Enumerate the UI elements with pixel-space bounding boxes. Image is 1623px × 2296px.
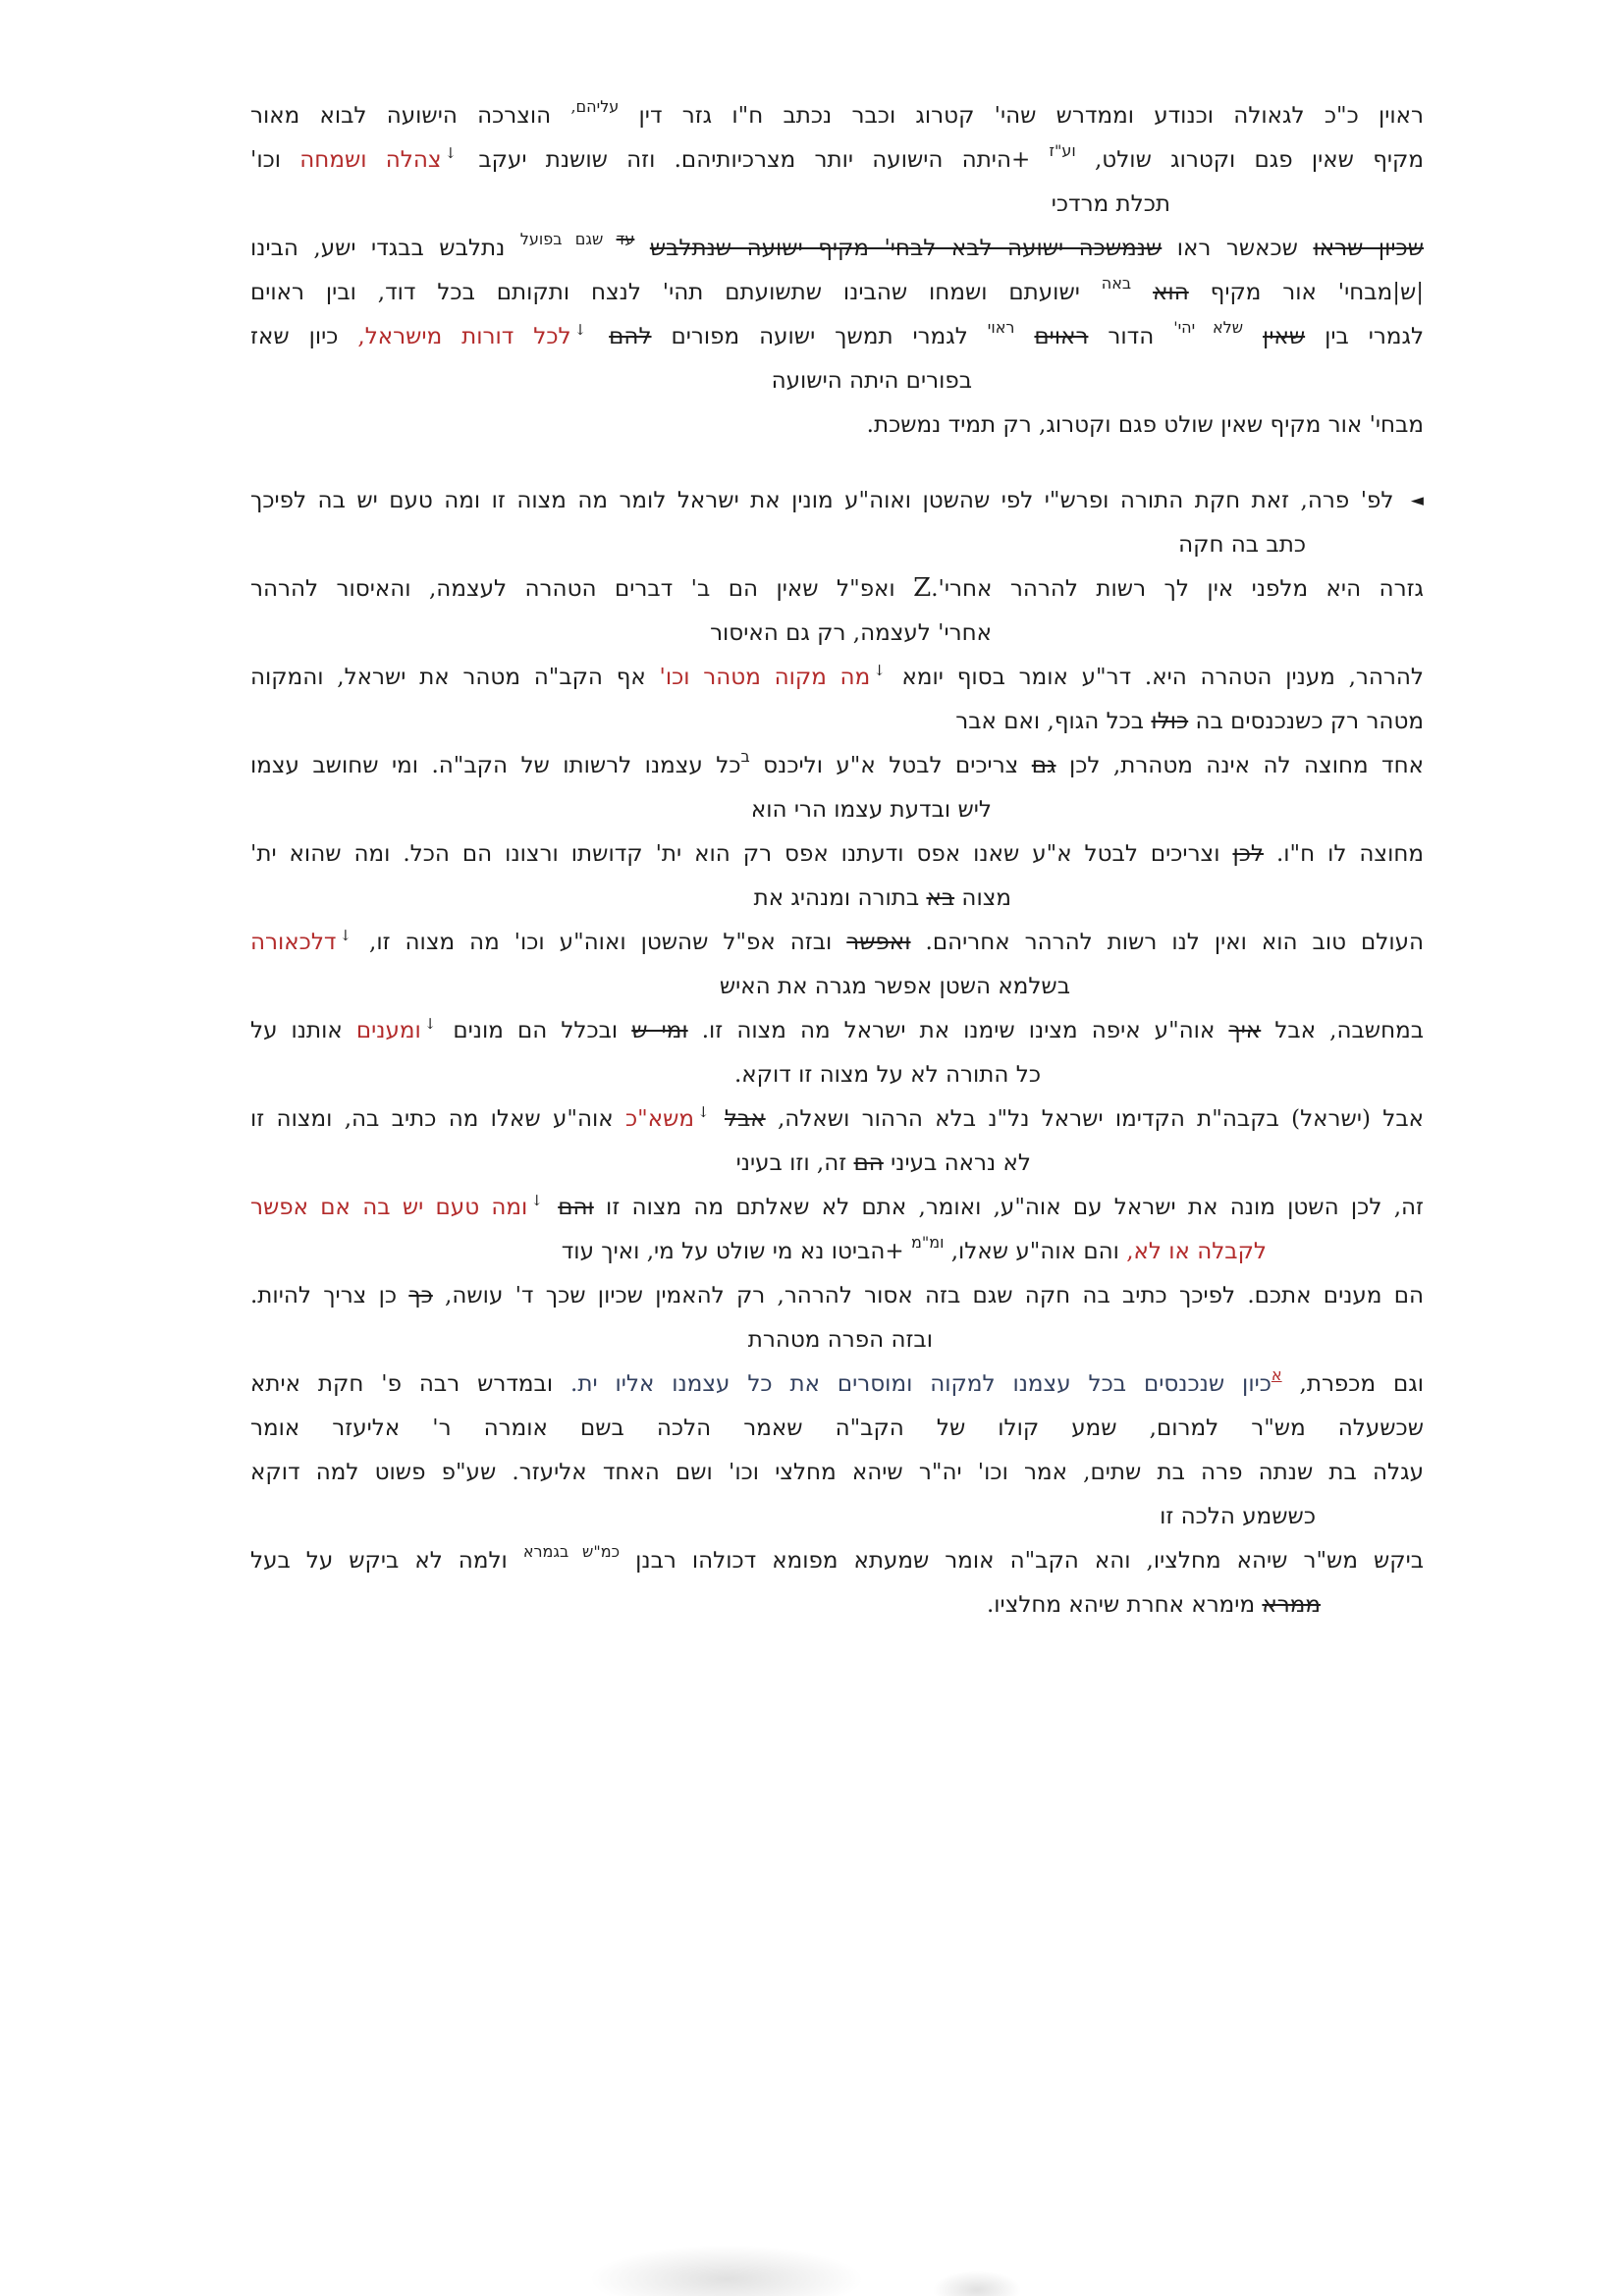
superscript-insertion-run: כמ"ש בגמרא [522, 1542, 621, 1561]
struck-text-run: שכיון שראו [1313, 236, 1424, 261]
text-line [250, 612, 1424, 656]
text-run: שכשעלה מש"ר למרום, שמע קולו של הקב"ה שאמר הלכה בשם אומרה ר' אליעזר אומר [250, 1415, 1424, 1441]
struck-text-run: בא [926, 885, 955, 911]
text-run [589, 324, 609, 349]
text-line [250, 1186, 1424, 1230]
text-line [250, 315, 1424, 359]
text-run: ליש ובדעת עצמו הרי הוא [750, 797, 992, 823]
struck-text-run: ראוים [1034, 324, 1089, 349]
text-run: לגמרי תמשך ישועה מפורים [651, 324, 988, 349]
text-run: +הביטו נא מי שולט על מי, ואיך עוד [561, 1239, 911, 1264]
text-run: ולמה לא ביקש על בעל [250, 1548, 523, 1574]
down-arrow-insertion-icon: ↓ [339, 927, 352, 944]
struck-text-run: ומי ש [631, 1018, 688, 1043]
struck-text-run: הוא [1153, 280, 1189, 305]
struck-text-run: והם [558, 1195, 594, 1220]
red-superscript-note: א [1271, 1365, 1282, 1384]
text-run: ראוין כ"כ לגאולה וכנודע וממדרש שהי' קטרוג וכבר נכתב ח"ו גזר דין [619, 103, 1424, 129]
text-run: ישועתם ושמחו שהבינו שתשועתם תהי' לנצח ותקותם בכל דוד, ובין ראוים [250, 280, 1102, 305]
text-run: אחרי' לעצמה, רק גם האיסור [710, 620, 992, 646]
text-run: כיון שאז [250, 324, 358, 349]
manuscript-text-block [250, 94, 1424, 1628]
text-line [250, 1142, 1424, 1186]
red-correction-run: ומענים [355, 1018, 421, 1043]
struck-text-run: שנמשכה ישועה לבא לבחי' מקיף ישועה שנתלבש [649, 236, 1163, 261]
text-line [250, 1362, 1424, 1407]
text-line [250, 1451, 1424, 1495]
text-run: מבחי' אור מקיף שאין שולט פגם וקטרוג, רק תמיד נמשכת. [866, 412, 1424, 438]
down-arrow-insertion-icon: ↓ [530, 1192, 543, 1209]
text-run: +היתה הישועה יותר מצרכיותיהם. וזה שושנת יעקב [460, 147, 1050, 173]
text-run: מחוצה לו ח"ו. [1263, 841, 1424, 867]
text-line [250, 94, 1424, 138]
text-line [250, 656, 1424, 700]
text-run: בפורים היתה הישועה [771, 368, 972, 394]
text-run [713, 1106, 725, 1132]
struck-text-run: לכן [1232, 841, 1264, 867]
struck-text-run: להם [609, 324, 652, 349]
text-run: מצוה [954, 885, 1011, 911]
red-correction-run: ומה טעם יש בה אם אפשר [250, 1195, 528, 1220]
scan-artifact [589, 2245, 864, 2296]
text-run: זה, וזו בעיני [735, 1150, 854, 1176]
text-line [250, 1053, 1424, 1097]
text-run: וכו' [250, 147, 300, 173]
superscript-insertion-run: עליהם, [570, 97, 620, 116]
text-run: וגם מכפרת, [1281, 1371, 1424, 1397]
red-correction-run: צהלה ושמחה [299, 147, 442, 173]
text-line [250, 1230, 1424, 1274]
text-run: לא נראה בעיני [883, 1150, 1031, 1176]
text-run: הוצרכה הישועה לבוא מאור [250, 103, 571, 129]
text-run: וצריכים לבטל א"ע שאנו אפס ודעתנו אפס רק הוא ית' קדושתו ורצונו הם הכל. ומה שהוא ית' [250, 841, 1233, 867]
text-run: צריכים לבטל א"ע וליכנס [749, 753, 1032, 778]
text-run: זה, לכן השטן מונה את ישראל עם אוה"ע, ואומר, אתם לא שאלתם מה מצוה זו [593, 1195, 1424, 1220]
text-line [250, 1583, 1424, 1628]
down-arrow-insertion-icon: ↓ [873, 662, 886, 679]
text-run: עגלה בת שנתה פרה בת שתים, אמר וכו' יה"ר שיהא מחלצי וכו' ושם האחד אליעזר. שע"פ פשוט למה דוקא [250, 1460, 1424, 1485]
text-run: נתלבש בבגדי ישע, הבינו [250, 236, 520, 261]
text-run: ובזה אפ"ל שהשטן ואוה"ע וכו' מה מצוה זו, [354, 930, 847, 955]
text-line [250, 138, 1424, 183]
struck-text-run: כולו [1151, 709, 1189, 734]
text-line [250, 1009, 1424, 1053]
struck-text-run: איך [1228, 1018, 1262, 1043]
text-run: כתב בה חקה [1178, 532, 1306, 558]
text-line [250, 227, 1424, 271]
text-run: לגמרי בין [1305, 324, 1425, 349]
text-run: אחד מחוצה לה אינה מטהרת, לכן [1055, 753, 1424, 778]
superscript-insertion-run: וע"ז [1049, 141, 1076, 160]
text-run: מטהר רק כשנכנסים בה [1188, 709, 1424, 734]
text-line [250, 479, 1424, 523]
text-run: הם מענים אתכם. לפיכך כתיב בה חקה שגם בזה אסור להרהר, רק להאמין שכיון שכך ד' עושה, [432, 1283, 1424, 1308]
text-run: ובזה הפרה מטהרת [747, 1327, 933, 1353]
superscript-insertion-run: באה [1101, 274, 1132, 293]
text-line [250, 359, 1424, 403]
text-line [250, 744, 1424, 788]
text-line [250, 567, 1424, 612]
text-line [250, 832, 1424, 877]
superscript-insertion-run: שלא יהי' [1173, 318, 1244, 337]
text-run [546, 1195, 558, 1220]
down-arrow-insertion-icon: ↓ [697, 1103, 710, 1121]
struck-text-run: אבל [724, 1106, 766, 1132]
text-line [250, 1274, 1424, 1318]
text-run: אותנו על [250, 1018, 356, 1043]
text-run: תכלת מרדכי [1051, 191, 1170, 217]
text-run: בשלמא השטן אפשר מגרה את האיש [719, 974, 1070, 999]
text-run: העולם טוב הוא ואין לנו רשות להרהר אחריהם. [910, 930, 1425, 955]
text-line [250, 1318, 1424, 1362]
text-run: ובכלל הם מונים [439, 1018, 632, 1043]
text-line [250, 788, 1424, 832]
text-line [250, 1097, 1424, 1142]
text-run: מימרא אחרת שיהא מחלציו. [986, 1592, 1263, 1618]
text-run: כל התורה לא על מצוה זו דוקא. [733, 1062, 1041, 1088]
text-run: אוה"ע שאלו מה כתיב בה, ומצוה זו [250, 1106, 625, 1132]
down-arrow-insertion-icon: ↓ [444, 144, 458, 162]
text-line [250, 877, 1424, 921]
superscript-insertion-run: שגם בפועל [519, 230, 617, 248]
struck-text-run: ואפשר [846, 930, 911, 955]
text-run [634, 236, 649, 261]
scan-artifact [933, 2270, 1021, 2296]
text-line [250, 1407, 1424, 1451]
text-run: לפ' פרה, זאת חקת התורה ופרש"י לפי שהשטן ואוה"ע מונין את ישראל לומר מה מצוה זו ומה טעם יש בה לפיכך [250, 488, 1405, 513]
struck-superscript-run: עד [616, 230, 635, 248]
text-line [250, 1539, 1424, 1583]
text-run: בכל הגוף, ואם אבר [955, 709, 1152, 734]
superscript-insertion-run: ראוי [987, 318, 1015, 337]
text-run: בתורה ומנהיג את [753, 885, 927, 911]
struck-text-run: כך [408, 1283, 433, 1308]
text-run: כל עצמנו לרשותו של הקב"ה. ומי שחושב עצמו [250, 753, 741, 778]
text-line [250, 271, 1424, 315]
blue-ink-run: כיון שנכנסים בכל עצמנו למקוה ומוסרים את כל עצמנו אליו ית. [570, 1371, 1271, 1397]
text-run [1243, 324, 1263, 349]
struck-text-run: גם [1031, 753, 1056, 778]
red-correction-run: דלכאורה [250, 930, 337, 955]
text-line [250, 965, 1424, 1009]
superscript-insertion-run: ומ"מ [910, 1233, 945, 1252]
struck-text-run: שאין [1263, 324, 1306, 349]
text-line [250, 921, 1424, 965]
text-run: ואפ"ל שאין הם ב' דברים הטהרה לעצמה, והאיסור להרהר [250, 576, 914, 602]
struck-text-run: הם [853, 1150, 884, 1176]
text-run: מקיף שאין פגם וקטרוג שולט, [1075, 147, 1424, 173]
text-run: אף הקב"ה מטהר את ישראל, והמקוה [250, 665, 660, 690]
red-correction-run: לקבלה או לא, [1126, 1239, 1267, 1264]
text-run: |ש|מבחי' אור מקיף [1188, 280, 1424, 305]
paragraph-pointer-icon: ◄ [1410, 491, 1424, 510]
text-run: כששמע הלכה זו [1160, 1504, 1316, 1529]
text-run: ובמדרש רבה פ' חקת איתא [250, 1371, 571, 1397]
text-run: אוה"ע איפה מצינו שימנו את ישראל מה מצוה זו. [687, 1018, 1229, 1043]
struck-text-run: ממרא [1262, 1592, 1321, 1618]
text-line [250, 183, 1424, 227]
text-run: כן צריך להיות. [250, 1283, 409, 1308]
text-line [250, 403, 1424, 448]
down-arrow-insertion-icon: ↓ [423, 1015, 437, 1033]
text-run: גזרה היא מלפני אין לך רשות להרהר אחרי'. [931, 576, 1425, 602]
text-run: ביקש מש"ר שיהא מחלציו, והא הקב"ה אומר שמעתא מפומא דכולהו רבנן [620, 1548, 1425, 1574]
red-correction-run: לכל דורות מישראל, [357, 324, 571, 349]
text-run [1014, 324, 1034, 349]
reference-mark: Z [913, 573, 932, 603]
red-correction-run: משא"כ [624, 1106, 695, 1132]
text-run: במחשבה, אבל [1261, 1018, 1425, 1043]
text-run: הדור [1088, 324, 1174, 349]
text-line [250, 700, 1424, 744]
text-run: להרהר, מענין הטהרה היא. דר"ע אומר בסוף יומא [888, 665, 1424, 690]
text-run: והם אוה"ע שאלו, [944, 1239, 1127, 1264]
red-correction-run: מה מקוה מטהר וכו' [659, 665, 871, 690]
text-run: אבל (ישראל) בקבה"ת הקדימו ישראל נל"נ בלא הרהור ושאלה, [765, 1106, 1425, 1132]
text-run: שכאשר ראו [1162, 236, 1314, 261]
text-run [1131, 280, 1153, 305]
text-line [250, 1495, 1424, 1539]
down-arrow-insertion-icon: ↓ [573, 321, 587, 339]
text-line [250, 523, 1424, 567]
superscript-insertion-run: ב [740, 747, 750, 766]
